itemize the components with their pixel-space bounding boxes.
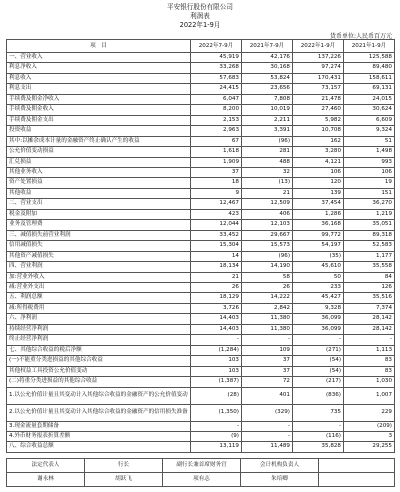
value-cell: 89,480: [344, 63, 395, 73]
row-label: 六、净利润: [7, 314, 191, 324]
signature-labels-row: [7, 459, 395, 473]
value-cell: 54,197: [293, 241, 344, 251]
value-cell: 12,467: [191, 199, 242, 209]
value-cell: 30,624: [344, 105, 395, 115]
value-cell: 106: [344, 167, 395, 177]
value-cell: 73,157: [293, 84, 344, 94]
value-cell: 21,478: [293, 94, 344, 104]
value-cell: 9,324: [344, 126, 395, 136]
value-cell: 170,431: [293, 73, 344, 83]
statement-title: 利润表: [190, 12, 210, 20]
value-cell: 14,403: [191, 324, 242, 334]
value-cell: 19: [344, 178, 395, 188]
row-label: 其他收益: [7, 188, 191, 198]
value-cell: 2,963: [191, 126, 242, 136]
value-cell: 15,573: [242, 241, 293, 251]
value-cell: 1,909: [191, 157, 242, 167]
value-cell: 7,808: [242, 94, 293, 104]
row-label: 其他业务收入: [7, 167, 191, 177]
table-row: [7, 115, 395, 125]
table-row: [7, 262, 395, 272]
value-cell: 4,121: [293, 157, 344, 167]
value-cell: 37: [242, 366, 293, 376]
table-row: [7, 209, 395, 219]
row-label: 手续费及佣金净收入: [7, 94, 191, 104]
value-cell: 36,168: [293, 220, 344, 230]
value-cell: 162: [293, 136, 344, 146]
row-label: 投资收益: [7, 126, 191, 136]
row-label: 信用减值损失: [7, 241, 191, 251]
value-cell: 103: [191, 356, 242, 366]
value-cell: (836): [293, 387, 344, 404]
value-cell: 37: [242, 356, 293, 366]
value-cell: 488: [242, 157, 293, 167]
value-cell: 28,142: [344, 324, 395, 334]
table-row: [7, 241, 395, 251]
value-cell: (13): [242, 178, 293, 188]
value-cell: 45,919: [191, 53, 242, 63]
value-cell: 89,318: [344, 230, 395, 240]
table-row: [7, 220, 395, 230]
row-label: 其他权益工具投资公允价值变动: [7, 366, 191, 376]
value-cell: 106: [293, 167, 344, 177]
row-label: 业务及管理费: [7, 220, 191, 230]
row-label: 利息支出: [7, 84, 191, 94]
value-cell: 58: [242, 272, 293, 282]
value-cell: 18: [191, 178, 242, 188]
value-cell: 35,516: [344, 293, 395, 303]
row-label: 减:营业外支出: [7, 282, 191, 292]
table-row: [7, 404, 395, 421]
table-row: [7, 272, 395, 282]
value-cell: 36,099: [293, 314, 344, 324]
table-row: [7, 53, 395, 63]
value-cell: 67: [191, 136, 242, 146]
value-cell: 5,982: [293, 115, 344, 125]
row-label: 汇兑损益: [7, 157, 191, 167]
value-cell: 97,274: [293, 63, 344, 73]
value-cell: 15,304: [191, 241, 242, 251]
value-cell: 24,015: [344, 94, 395, 104]
value-cell: 50: [293, 272, 344, 282]
value-cell: 35,051: [344, 220, 395, 230]
value-cell: 1,618: [191, 147, 242, 157]
row-label: 利息净收入: [7, 63, 191, 73]
value-cell: (54): [293, 366, 344, 376]
value-cell: -: [242, 335, 293, 345]
column-header-item: 项 目: [7, 40, 191, 53]
value-cell: 18,129: [191, 293, 242, 303]
signature-names-row: [7, 473, 395, 487]
value-cell: 37,454: [293, 199, 344, 209]
vice-president-cfo-name: 项有志: [163, 473, 241, 487]
value-cell: 125,588: [344, 53, 395, 63]
table-row: [7, 356, 395, 366]
value-cell: 45,427: [293, 293, 344, 303]
value-cell: (209): [344, 421, 395, 431]
row-label: 三、减值损失前营业利润: [7, 230, 191, 240]
value-cell: 233: [293, 282, 344, 292]
value-cell: 229: [344, 404, 395, 421]
company-name: 平安银行股份有限公司: [167, 3, 233, 11]
table-row: [7, 303, 395, 313]
value-cell: 281: [242, 147, 293, 157]
value-cell: 1,007: [344, 387, 395, 404]
value-cell: 406: [242, 209, 293, 219]
row-label: 公允价值变动损益: [7, 147, 191, 157]
value-cell: 99,772: [293, 230, 344, 240]
value-cell: 35,558: [344, 262, 395, 272]
column-header-ytd-2022: 2022年1-9月: [293, 40, 344, 53]
value-cell: 158,611: [344, 73, 395, 83]
president-name: 胡跃飞: [85, 473, 163, 487]
row-label: 2.以公允价值计量且其变动计入其他综合收益的金融资产的信用损失准备: [7, 404, 191, 421]
value-cell: 2,211: [242, 115, 293, 125]
value-cell: (1,284): [191, 345, 242, 355]
value-cell: 401: [242, 387, 293, 404]
value-cell: 6,609: [344, 115, 395, 125]
table-row: [7, 136, 395, 146]
table-row: [7, 178, 395, 188]
value-cell: 1,030: [344, 377, 395, 387]
value-cell: 13,119: [191, 442, 242, 452]
value-cell: 993: [344, 157, 395, 167]
value-cell: 45,610: [293, 262, 344, 272]
value-cell: -: [344, 335, 395, 345]
value-cell: 23,656: [242, 84, 293, 94]
value-cell: 3,726: [191, 303, 242, 313]
row-label: (一)不能重分类进损益的其他综合收益: [7, 356, 191, 366]
table-body: [7, 53, 395, 453]
value-cell: 51: [344, 136, 395, 146]
value-cell: 1,219: [344, 209, 395, 219]
value-cell: 52,583: [344, 241, 395, 251]
table-row: [7, 442, 395, 452]
value-cell: 151: [344, 188, 395, 198]
table-row: [7, 105, 395, 115]
value-cell: -: [242, 431, 293, 441]
row-label: 七、其他综合收益的税后净额: [7, 345, 191, 355]
value-cell: 8,200: [191, 105, 242, 115]
value-cell: (116): [293, 431, 344, 441]
value-cell: 84: [344, 272, 395, 282]
row-label: 利息收入: [7, 73, 191, 83]
value-cell: 30,168: [242, 63, 293, 73]
value-cell: 72: [242, 377, 293, 387]
value-cell: (96): [242, 251, 293, 261]
value-cell: 10,708: [293, 126, 344, 136]
row-label: 手续费及佣金收入: [7, 105, 191, 115]
value-cell: 28,142: [344, 314, 395, 324]
row-label: 四、营业利润: [7, 262, 191, 272]
row-label: 减:所得税费用: [7, 303, 191, 313]
value-cell: 7,374: [344, 303, 395, 313]
value-cell: 27,460: [293, 105, 344, 115]
row-label: 终止经营净利润: [7, 335, 191, 345]
table-header-row: [7, 40, 395, 53]
table-row: [7, 126, 395, 136]
income-statement-table: [6, 39, 395, 453]
signature-spacer: [319, 473, 395, 487]
table-row: [7, 188, 395, 198]
row-label: 一、营业收入: [7, 53, 191, 63]
value-cell: -: [191, 421, 242, 431]
value-cell: 33,268: [191, 63, 242, 73]
column-header-q3-2022: 2022年7-9月: [191, 40, 242, 53]
column-header-ytd-2021: 2021年1-9月: [344, 40, 395, 53]
value-cell: -: [242, 421, 293, 431]
president-label: 行长: [85, 459, 163, 473]
table-row: [7, 431, 395, 441]
value-cell: 9: [191, 188, 242, 198]
value-cell: 69,131: [344, 84, 395, 94]
value-cell: 1,498: [344, 147, 395, 157]
table-row: [7, 230, 395, 240]
table-row: [7, 63, 395, 73]
value-cell: 2,842: [242, 303, 293, 313]
row-label: 加:营业外收入: [7, 272, 191, 282]
table-row: [7, 387, 395, 404]
value-cell: 83: [344, 356, 395, 366]
table-row: [7, 199, 395, 209]
table-row: [7, 84, 395, 94]
accounting-head-name: 朱培卿: [241, 473, 319, 487]
value-cell: (217): [293, 377, 344, 387]
legal-representative-label: 法定代表人: [7, 459, 85, 473]
legal-representative-name: 谢永林: [7, 473, 85, 487]
value-cell: (96): [242, 136, 293, 146]
value-cell: 103: [191, 366, 242, 376]
value-cell: 6,047: [191, 94, 242, 104]
value-cell: -: [191, 335, 242, 345]
row-label: 其他资产减值损失: [7, 251, 191, 261]
value-cell: 735: [293, 404, 344, 421]
value-cell: 33,452: [191, 230, 242, 240]
table-row: [7, 94, 395, 104]
value-cell: 1,177: [344, 251, 395, 261]
row-label: 二、营业支出: [7, 199, 191, 209]
value-cell: (1,350): [191, 404, 242, 421]
table-row: [7, 335, 395, 345]
value-cell: 42,176: [242, 53, 293, 63]
value-cell: 14,403: [191, 314, 242, 324]
accounting-head-label: 会计机构负责人: [241, 459, 319, 473]
value-cell: -: [293, 421, 344, 431]
value-cell: 21: [191, 272, 242, 282]
value-cell: 11,489: [242, 442, 293, 452]
column-header-q3-2021: 2021年7-9月: [242, 40, 293, 53]
vice-president-cfo-label: 副行长兼首席财务官: [163, 459, 241, 473]
row-label: 1.以公允价值计量且其变动计入其他综合收益的金融资产的公允价值变动: [7, 387, 191, 404]
table-row: [7, 73, 395, 83]
table-row: [7, 157, 395, 167]
value-cell: 14,190: [242, 262, 293, 272]
value-cell: 32: [242, 167, 293, 177]
value-cell: 9,328: [293, 303, 344, 313]
value-cell: (329): [242, 404, 293, 421]
table-row: [7, 314, 395, 324]
value-cell: (9): [191, 431, 242, 441]
table-row: [7, 345, 395, 355]
value-cell: 109: [242, 345, 293, 355]
value-cell: 12,103: [242, 220, 293, 230]
value-cell: 1,113: [344, 345, 395, 355]
table-row: [7, 251, 395, 261]
value-cell: (35): [293, 251, 344, 261]
table-row: [7, 167, 395, 177]
value-cell: (28): [191, 387, 242, 404]
value-cell: 18,134: [191, 262, 242, 272]
row-label: 八、综合收益总额: [7, 442, 191, 452]
value-cell: 26: [191, 282, 242, 292]
value-cell: -: [293, 335, 344, 345]
value-cell: (54): [293, 356, 344, 366]
row-label: 3.现金流量套期储备: [7, 421, 191, 431]
value-cell: 2,153: [191, 115, 242, 125]
signature-block: [6, 458, 395, 487]
value-cell: 36,099: [293, 324, 344, 334]
value-cell: 57,683: [191, 73, 242, 83]
value-cell: 423: [191, 209, 242, 219]
row-label: 其中:以摊余成本计量的金融资产终止确认产生的收益: [7, 136, 191, 146]
value-cell: 36,270: [344, 199, 395, 209]
table-row: [7, 324, 395, 334]
table-row: [7, 366, 395, 376]
value-cell: 35,828: [293, 442, 344, 452]
value-cell: 11,380: [242, 324, 293, 334]
row-label: 五、利润总额: [7, 293, 191, 303]
value-cell: 3,391: [242, 126, 293, 136]
table-row: [7, 293, 395, 303]
signature-spacer: [319, 459, 395, 473]
row-label: 4.外币财务报表折算差额: [7, 431, 191, 441]
value-cell: (271): [293, 345, 344, 355]
value-cell: 53,824: [242, 73, 293, 83]
value-cell: 1,286: [293, 209, 344, 219]
value-cell: 3,280: [293, 147, 344, 157]
value-cell: 12,044: [191, 220, 242, 230]
table-row: [7, 147, 395, 157]
value-cell: 3: [344, 431, 395, 441]
value-cell: 10,019: [242, 105, 293, 115]
value-cell: 24,415: [191, 84, 242, 94]
value-cell: 14: [191, 251, 242, 261]
value-cell: 126: [344, 282, 395, 292]
row-label: (二)将重分类进损益的其他综合收益: [7, 377, 191, 387]
value-cell: (1,387): [191, 377, 242, 387]
row-label: 手续费及佣金支出: [7, 115, 191, 125]
row-label: 持续经营净利润: [7, 324, 191, 334]
value-cell: 29,667: [242, 230, 293, 240]
statement-header: [6, 3, 394, 30]
currency-unit: 货币单位:人民币百万元: [329, 33, 392, 40]
value-cell: 12,509: [242, 199, 293, 209]
table-row: [7, 421, 395, 431]
value-cell: 37: [191, 167, 242, 177]
row-label: 资产处置损益: [7, 178, 191, 188]
value-cell: 120: [293, 178, 344, 188]
value-cell: 137,226: [293, 53, 344, 63]
row-label: 税金及附加: [7, 209, 191, 219]
value-cell: 11,380: [242, 314, 293, 324]
value-cell: 26: [242, 282, 293, 292]
table-row: [7, 282, 395, 292]
value-cell: 29,255: [344, 442, 395, 452]
statement-period: 2022年1-9月: [179, 21, 221, 29]
value-cell: 14,222: [242, 293, 293, 303]
value-cell: 83: [344, 366, 395, 376]
value-cell: 21: [242, 188, 293, 198]
value-cell: 139: [293, 188, 344, 198]
table-row: [7, 377, 395, 387]
